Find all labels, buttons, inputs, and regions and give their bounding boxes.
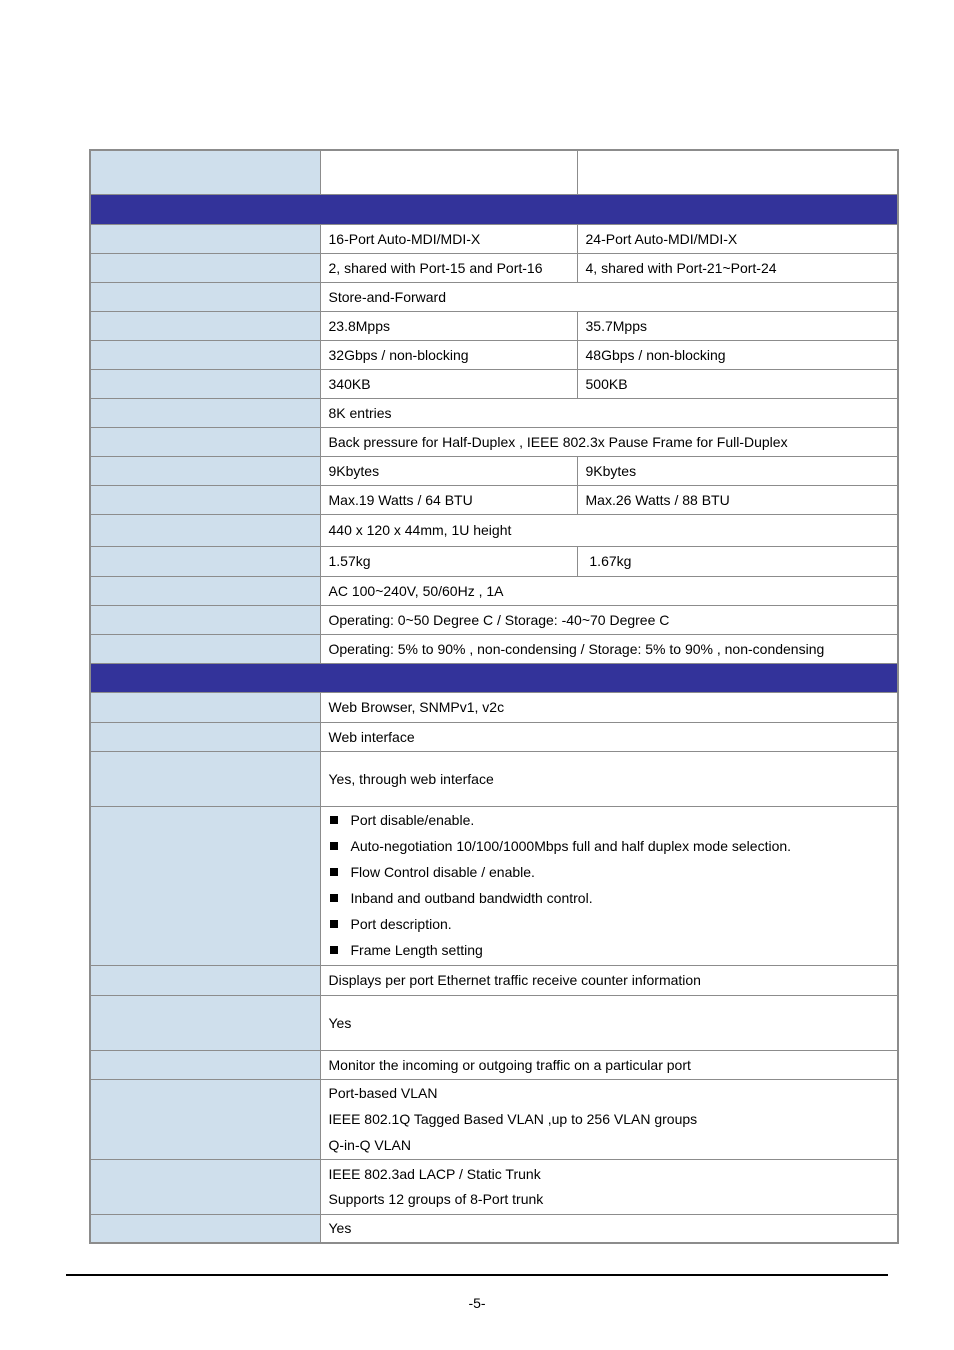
value-cell: Yes [320, 1214, 898, 1243]
footer-rule [66, 1274, 888, 1276]
port-config-list [329, 809, 890, 965]
row-label [90, 965, 320, 995]
section-bar-cell [90, 194, 898, 224]
value-cell: 500KB [577, 369, 898, 398]
list-item: Auto-negotiation 10/100/1000Mbps full and half duplex mode selection. [329, 835, 890, 861]
value-cell: Operating: 5% to 90% , non-condensing / Storage: 5% to 90% , non-condensing [320, 634, 898, 663]
table-row [90, 253, 898, 282]
table-row [90, 1050, 898, 1079]
table-row [90, 546, 898, 576]
table-row [90, 634, 898, 663]
row-label [90, 546, 320, 576]
value-cell: 1.67kg [577, 546, 898, 576]
row-label [90, 456, 320, 485]
value-cell: 23.8Mpps [320, 311, 577, 340]
header-row [90, 150, 898, 194]
value-cell: 1.57kg [320, 546, 577, 576]
table-row [90, 514, 898, 546]
table-row [90, 456, 898, 485]
value-cell: Web Browser, SNMPv1, v2c [320, 692, 898, 722]
table-row [90, 806, 898, 965]
list-item: Frame Length setting [329, 939, 890, 965]
list-item: Port disable/enable. [329, 809, 890, 835]
value-cell: 340KB [320, 369, 577, 398]
value-cell: Yes, through web interface [320, 751, 898, 806]
value-cell: Yes [320, 995, 898, 1050]
list-item: Flow Control disable / enable. [329, 861, 890, 887]
table-row [90, 605, 898, 634]
row-label [90, 398, 320, 427]
value-cell: 2, shared with Port-15 and Port-16 [320, 253, 577, 282]
row-label [90, 369, 320, 398]
row-label [90, 751, 320, 806]
value-cell: 48Gbps / non-blocking [577, 340, 898, 369]
header-model-1 [320, 150, 577, 194]
value-cell: AC 100~240V, 50/60Hz , 1A [320, 576, 898, 605]
row-label [90, 995, 320, 1050]
row-label [90, 1079, 320, 1159]
row-label [90, 722, 320, 751]
trunk-line: IEEE 802.3ad LACP / Static Trunk [328, 1165, 541, 1182]
row-label [90, 576, 320, 605]
value-cell [320, 806, 898, 965]
value-cell: 32Gbps / non-blocking [320, 340, 577, 369]
table-row [90, 576, 898, 605]
table-row [90, 1079, 898, 1159]
table-row [90, 751, 898, 806]
table-row [90, 1159, 898, 1214]
table-row [90, 995, 898, 1050]
table-row [90, 282, 898, 311]
value-cell: Monitor the incoming or outgoing traffic on a particular port [320, 1050, 898, 1079]
row-label [90, 253, 320, 282]
table-row [90, 427, 898, 456]
list-item: Port description. [329, 913, 890, 939]
table-row [90, 485, 898, 514]
row-label [90, 634, 320, 663]
value-cell [320, 1079, 898, 1159]
value-cell: Max.26 Watts / 88 BTU [577, 485, 898, 514]
spec-table [89, 149, 899, 1244]
value-cell: 9Kbytes [320, 456, 577, 485]
value-cell: Displays per port Ethernet traffic receive counter information [320, 965, 898, 995]
row-label [90, 427, 320, 456]
trunk-line: Supports 12 groups of 8-Port trunk [328, 1190, 544, 1207]
header-label-cell [90, 150, 320, 194]
row-label [90, 311, 320, 340]
value-cell: Web interface [320, 722, 898, 751]
section-bar-software [90, 663, 898, 692]
value-cell: Operating: 0~50 Degree C / Storage: -40~70 Degree C [320, 605, 898, 634]
value-cell: Back pressure for Half-Duplex , IEEE 802.3x Pause Frame for Full-Duplex [320, 427, 898, 456]
value-cell: 9Kbytes [577, 456, 898, 485]
row-label [90, 692, 320, 722]
row-label [90, 1214, 320, 1243]
section-bar-cell [90, 663, 898, 692]
value-cell: 440 x 120 x 44mm, 1U height [320, 514, 898, 546]
row-label [90, 605, 320, 634]
value-cell: 35.7Mpps [577, 311, 898, 340]
table-row [90, 398, 898, 427]
row-label [90, 806, 320, 965]
row-label [90, 514, 320, 546]
section-bar-hardware [90, 194, 898, 224]
table-row [90, 722, 898, 751]
vlan-line: IEEE 802.1Q Tagged Based VLAN ,up to 256 VLAN groups [328, 1111, 698, 1127]
page-number: -5- [468, 1295, 486, 1311]
table-row [90, 369, 898, 398]
row-label [90, 485, 320, 514]
value-cell [320, 1159, 898, 1214]
row-label [90, 224, 320, 253]
row-label [90, 340, 320, 369]
table-row [90, 311, 898, 340]
table-row [90, 965, 898, 995]
value-cell: 16-Port Auto-MDI/MDI-X [320, 224, 577, 253]
vlan-line: Q-in-Q VLAN [328, 1137, 411, 1153]
value-cell: 4, shared with Port-21~Port-24 [577, 253, 898, 282]
row-label [90, 1159, 320, 1214]
table-row [90, 340, 898, 369]
vlan-line: Port-based VLAN [328, 1085, 438, 1101]
value-cell: 8K entries [320, 398, 898, 427]
value-cell: 24-Port Auto-MDI/MDI-X [577, 224, 898, 253]
row-label [90, 1050, 320, 1079]
table-row [90, 224, 898, 253]
value-cell: Max.19 Watts / 64 BTU [320, 485, 577, 514]
header-model-2 [577, 150, 898, 194]
row-label [90, 282, 320, 311]
table-row [90, 692, 898, 722]
value-cell: Store-and-Forward [320, 282, 898, 311]
list-item: Inband and outband bandwidth control. [329, 887, 890, 913]
table-row [90, 1214, 898, 1243]
